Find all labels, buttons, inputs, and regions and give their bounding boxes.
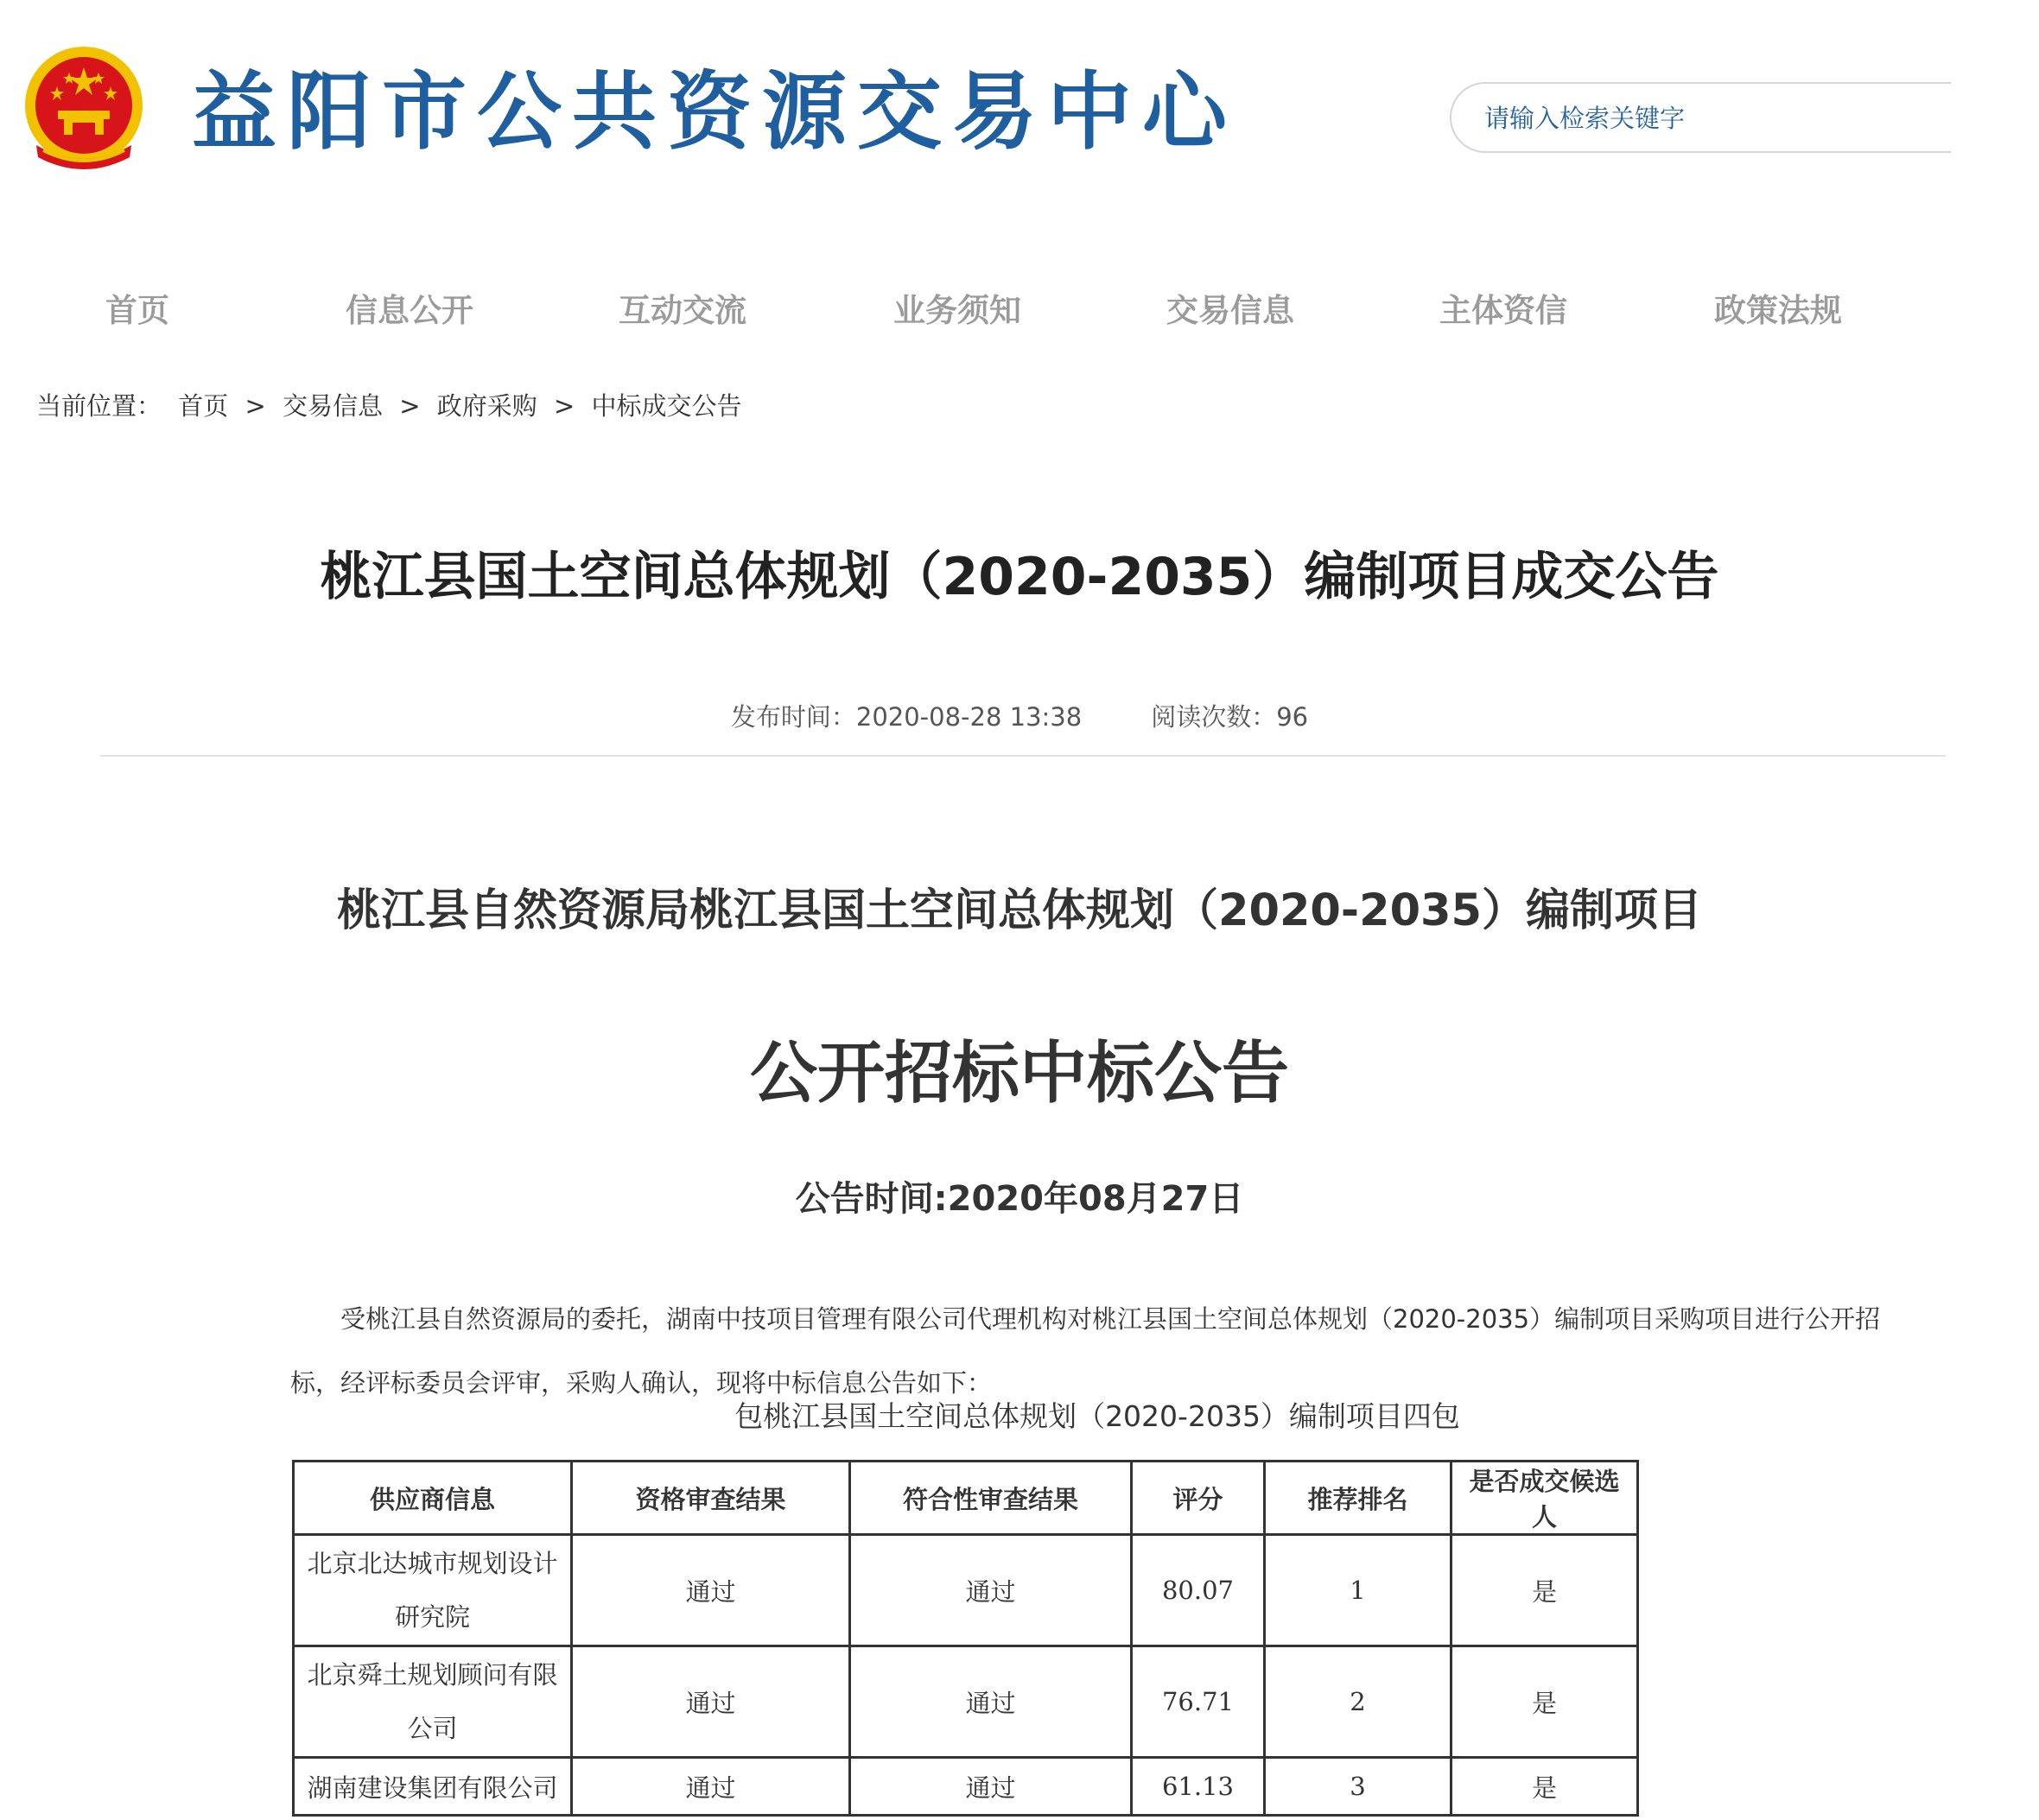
- is-candidate: 是: [1451, 1535, 1638, 1646]
- rank: 1: [1265, 1535, 1451, 1646]
- site-title[interactable]: 益阳市公共资源交易中心: [192, 63, 1238, 162]
- breadcrumb-award-notice[interactable]: 中标成交公告: [591, 391, 742, 421]
- search-input[interactable]: [1484, 94, 1934, 143]
- package-title: 包桃江县国土空间总体规划（2020-2035）编制项目四包: [734, 1399, 1460, 1433]
- breadcrumb-label: 当前位置：: [36, 391, 162, 421]
- main-nav: [0, 285, 2039, 337]
- header-rank: 推荐排名: [1265, 1462, 1451, 1535]
- qualification-result: 通过: [572, 1758, 850, 1816]
- score: 76.71: [1132, 1646, 1265, 1758]
- supplier-name: 北京北达城市规划设计研究院: [294, 1535, 572, 1646]
- score: 80.07: [1132, 1535, 1265, 1646]
- qualification-result: 通过: [572, 1535, 850, 1646]
- qualification-result: 通过: [572, 1646, 850, 1758]
- national-emblem-icon: [19, 43, 149, 181]
- table-header-row: [294, 1462, 1638, 1535]
- article-title: 桃江县国土空间总体规划（2020-2035）编制项目成交公告: [320, 547, 1719, 607]
- nav-info-disclosure[interactable]: 信息公开: [346, 292, 473, 329]
- notice-date: 公告时间:2020年08月27日: [795, 1179, 1244, 1219]
- nav-business-guide[interactable]: 业务须知: [893, 292, 1021, 329]
- read-count: 阅读次数：96: [1151, 702, 1309, 732]
- table-row: [294, 1646, 1638, 1758]
- breadcrumb-home[interactable]: 首页: [178, 391, 229, 421]
- breadcrumb-separator: >: [554, 391, 575, 421]
- nav-credit[interactable]: 主体资信: [1439, 292, 1567, 329]
- header-conformity: 符合性审查结果: [850, 1462, 1132, 1535]
- search-box: [1450, 82, 1951, 153]
- article-meta: [0, 698, 2039, 733]
- is-candidate: 是: [1451, 1646, 1638, 1758]
- divider: [100, 755, 1946, 757]
- rank: 2: [1265, 1646, 1451, 1758]
- conformity-result: 通过: [850, 1646, 1132, 1758]
- header-qualification: 资格审查结果: [572, 1462, 850, 1535]
- header-supplier: 供应商信息: [294, 1462, 572, 1535]
- publish-time: 发布时间：2020-08-28 13:38: [730, 702, 1083, 732]
- score: 61.13: [1132, 1758, 1265, 1816]
- rank: 3: [1265, 1758, 1451, 1816]
- conformity-result: 通过: [850, 1535, 1132, 1646]
- is-candidate: 是: [1451, 1758, 1638, 1816]
- breadcrumb-separator: >: [399, 391, 421, 421]
- breadcrumb-separator: >: [245, 391, 266, 421]
- results-table: [292, 1460, 1639, 1817]
- nav-home[interactable]: 首页: [105, 292, 169, 329]
- table-row: [294, 1535, 1638, 1646]
- header-candidate: 是否成交候选人: [1451, 1462, 1638, 1535]
- header-score: 评分: [1132, 1462, 1265, 1535]
- article-body: 受桃江县自然资源局的委托，湖南中技项目管理有限公司代理机构对桃江县国土空间总体规划（2020-2035）编制项目采购项目进行公开招标，经评标委员会评审，采购人确认，现将中标信息公告如下：: [290, 1304, 1881, 1398]
- breadcrumb-government-procurement[interactable]: 政府采购: [436, 391, 537, 421]
- nav-transaction-info[interactable]: 交易信息: [1166, 292, 1294, 329]
- nav-policy[interactable]: 政策法规: [1714, 292, 1842, 329]
- table-row: [294, 1758, 1638, 1816]
- nav-interaction[interactable]: 互动交流: [619, 292, 746, 329]
- conformity-result: 通过: [850, 1758, 1132, 1816]
- supplier-name: 北京舜土规划顾问有限公司: [294, 1646, 572, 1758]
- breadcrumb: [36, 389, 751, 423]
- notice-heading: 公开招标中标公告: [749, 1035, 1289, 1113]
- supplier-name: 湖南建设集团有限公司: [294, 1758, 572, 1816]
- breadcrumb-transaction-info[interactable]: 交易信息: [283, 391, 384, 421]
- article-subtitle: 桃江县自然资源局桃江县国土空间总体规划（2020-2035）编制项目: [336, 885, 1703, 936]
